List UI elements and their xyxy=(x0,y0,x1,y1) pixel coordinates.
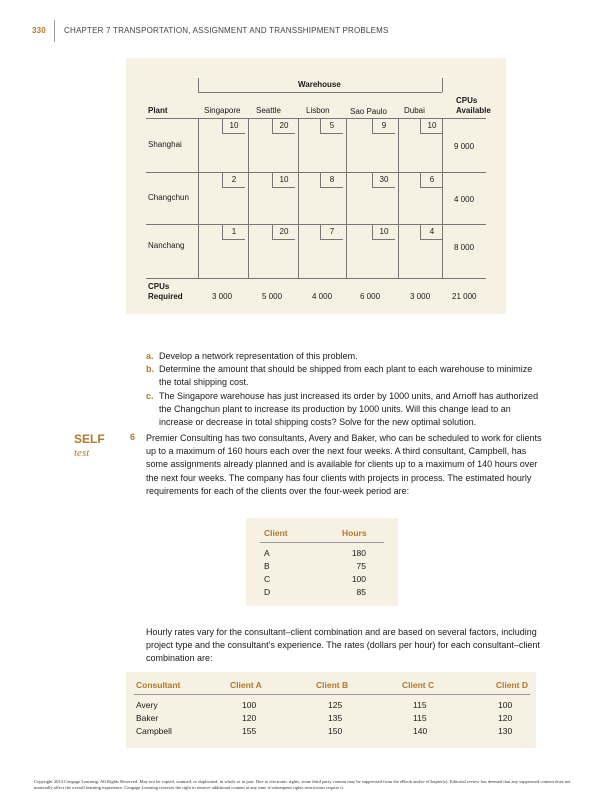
cost-cell: 4 xyxy=(420,225,443,240)
available-header-line1: CPUs xyxy=(456,96,478,105)
table-rule xyxy=(134,694,530,695)
required-value: 3 000 xyxy=(410,292,431,301)
cost-cell: 20 xyxy=(272,225,295,240)
rate-cell: 115 xyxy=(413,700,427,710)
client-cell: C xyxy=(264,574,271,584)
table-rule xyxy=(260,542,384,543)
grid-line xyxy=(398,118,399,278)
page-number: 330 xyxy=(32,26,46,35)
grid-line xyxy=(248,118,249,278)
warehouse-right-tick xyxy=(442,78,443,92)
rate-cell: 155 xyxy=(242,726,257,736)
consultant-name: Campbell xyxy=(136,726,172,736)
available-value: 9 000 xyxy=(454,142,475,151)
chapter-title: CHAPTER 7 TRANSPORTATION, ASSIGNMENT AND TRANSSHIPMENT PROBLEMS xyxy=(64,26,389,35)
header-divider xyxy=(54,20,55,42)
client-cell: D xyxy=(264,587,271,597)
consultant-rates-table xyxy=(126,672,536,748)
rate-cell: 100 xyxy=(498,700,513,710)
table-header: Client A xyxy=(230,680,262,690)
client-hours-table xyxy=(246,518,398,606)
question-item xyxy=(146,363,546,389)
rates-paragraph: Hourly rates vary for the consultant–client combination and are based on several factors, including project type and the consultant’s experience. The rates (dollars per hour) for each consultant–client combination are: xyxy=(146,627,540,664)
cost-cell: 6 xyxy=(420,173,443,188)
self-test-marker-sub: test xyxy=(74,447,90,459)
plant-header: Plant xyxy=(148,106,168,115)
rate-cell: 135 xyxy=(328,713,343,723)
required-value: 4 000 xyxy=(312,292,333,301)
self-test-marker: SELF xyxy=(74,432,105,446)
rate-cell: 120 xyxy=(498,713,513,723)
rate-cell: 120 xyxy=(242,713,257,723)
question-label: a. xyxy=(146,351,154,361)
problem-text: Premier Consulting has two consultants, Avery and Baker, who can be scheduled to work for clients up to a maximum of 160 hours each over the next four weeks. A third consultant, Campbell, has some assignments already planned and is available for clients up to a maximum of 140 hours over the next four weeks. The company has four clients with projects in process. The estimated hourly requirements for each of the clients over the four-week period are: xyxy=(146,433,542,496)
question-list xyxy=(146,350,546,429)
required-total: 21 000 xyxy=(452,292,477,301)
available-value: 8 000 xyxy=(454,243,475,252)
hours-cell: 75 xyxy=(356,561,366,571)
rate-cell: 100 xyxy=(242,700,257,710)
consultant-name: Baker xyxy=(136,713,159,723)
grid-line xyxy=(298,118,299,278)
table-header: Client xyxy=(264,528,288,538)
grid-line xyxy=(198,118,199,278)
client-cell: A xyxy=(264,548,270,558)
cost-cell: 10 xyxy=(420,119,443,134)
warehouse-header-rule xyxy=(198,92,442,93)
cost-cell: 10 xyxy=(372,225,395,240)
required-value: 3 000 xyxy=(212,292,233,301)
available-value: 4 000 xyxy=(454,195,475,204)
hours-cell: 100 xyxy=(351,574,366,584)
question-label: b. xyxy=(146,364,154,375)
warehouse-name: Seattle xyxy=(256,106,281,115)
plant-name: Nanchang xyxy=(148,241,185,250)
cost-cell: 20 xyxy=(272,119,295,134)
cost-cell: 9 xyxy=(372,119,395,134)
cost-cell: 2 xyxy=(222,173,245,188)
rate-cell: 150 xyxy=(328,726,343,736)
warehouse-header: Warehouse xyxy=(298,80,341,89)
rate-cell: 115 xyxy=(413,713,427,723)
required-label-line1: CPUs xyxy=(148,282,170,291)
cost-cell: 10 xyxy=(222,119,245,134)
client-cell: B xyxy=(264,561,270,571)
warehouse-name: Dubai xyxy=(404,106,425,115)
warehouse-name: Lisbon xyxy=(306,106,330,115)
table-header: Client B xyxy=(316,680,349,690)
question-label: c. xyxy=(146,390,154,401)
question-item xyxy=(146,350,546,363)
cost-cell: 8 xyxy=(320,173,343,188)
problem-number: 6 xyxy=(130,432,136,442)
copyright-notice: Copyright 2014 Cengage Learning. All Rights Reserved. May not be copied, scanned, or duplicated, in whole or in part. Due to electronic rights, some third party content may be suppressed from the eBook and/or eChapter(s). Editorial review has deemed that any suppressed content does not materially affect the overall learning experience. Cengage Learning reserves the right to remove additional content at any time if subsequent rights restrictions require it. xyxy=(34,779,571,790)
required-value: 6 000 xyxy=(360,292,381,301)
warehouse-name: Singapore xyxy=(204,106,241,115)
table-header: Consultant xyxy=(136,680,181,690)
required-label-line2: Required xyxy=(148,292,183,301)
page-header xyxy=(32,20,580,40)
warehouse-left-tick xyxy=(198,78,199,92)
question-text: Develop a network representation of this problem. xyxy=(159,351,358,361)
cost-cell: 30 xyxy=(372,173,395,188)
cost-cell: 10 xyxy=(272,173,295,188)
question-item xyxy=(146,390,546,430)
table-header: Client C xyxy=(402,680,435,690)
available-header-line2: Available xyxy=(456,106,491,115)
required-value: 5 000 xyxy=(262,292,283,301)
table-header: Hours xyxy=(342,528,367,538)
question-text: The Singapore warehouse has just increased its order by 1000 units, and Arnoff has authorized the Changchun plant to increase its production by 1000 units. Will this change lead to an increase or decrease in total shipping costs? Solve for the new optimal solution. xyxy=(159,390,539,428)
consultant-name: Avery xyxy=(136,700,158,710)
warehouse-name: Sao Paulo xyxy=(350,107,387,116)
transportation-table xyxy=(126,58,506,314)
cost-cell: 1 xyxy=(222,225,245,240)
plant-name: Changchun xyxy=(148,193,189,202)
hours-cell: 180 xyxy=(351,548,366,558)
grid-line xyxy=(346,118,347,278)
grid-line xyxy=(442,118,443,278)
plant-name: Shanghai xyxy=(148,140,182,149)
hours-cell: 85 xyxy=(356,587,366,597)
rate-cell: 125 xyxy=(328,700,343,710)
table-header: Client D xyxy=(495,680,528,690)
grid-line xyxy=(146,278,486,279)
cost-cell: 5 xyxy=(320,119,343,134)
question-text: Determine the amount that should be shipped from each plant to each warehouse to minimize the total shipping cost. xyxy=(159,364,533,388)
rate-cell: 140 xyxy=(413,726,428,736)
rate-cell: 130 xyxy=(498,726,513,736)
cost-cell: 7 xyxy=(320,225,343,240)
